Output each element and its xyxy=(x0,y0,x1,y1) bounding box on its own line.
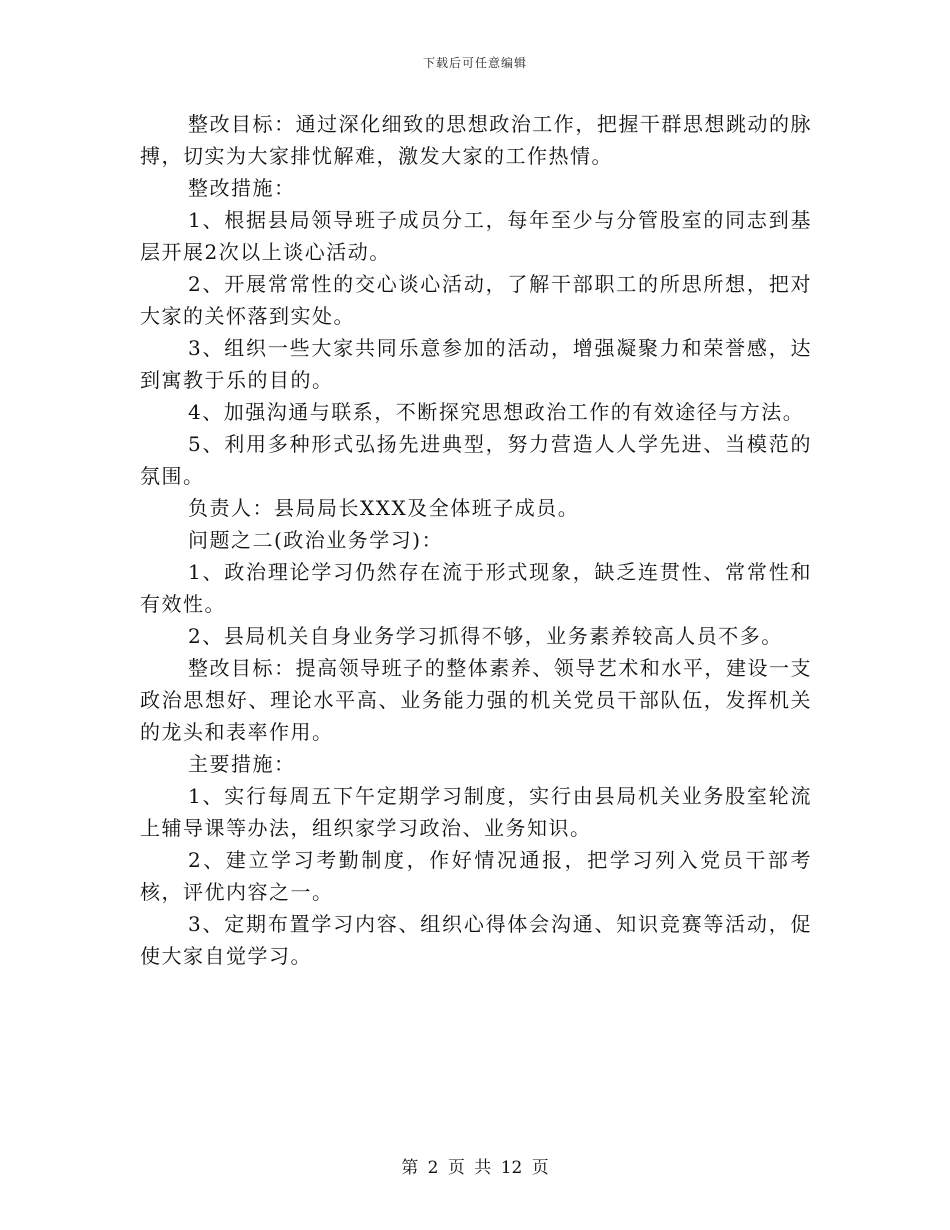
paragraph: 2、县局机关自身业务学习抓得不够，业务素养较高人员不多。 xyxy=(188,624,783,648)
paragraph: 5、利用多种形式弘扬先进典型，努力营造人人学先进、当模范的氛围。 xyxy=(140,432,812,488)
document-body xyxy=(140,108,812,972)
paragraph: 主要措施： xyxy=(188,752,296,776)
paragraph: 整改目标：提高领导班子的整体素养、领导艺术和水平，建设一支政治思想好、理论水平高、业务能力强的机关党员干部队伍，发挥机关的龙头和表率作用。 xyxy=(140,656,812,744)
paragraph: 1、根据县局领导班子成员分工，每年至少与分管股室的同志到基层开展2次以上谈心活动。 xyxy=(140,208,812,264)
paragraph: 1、政治理论学习仍然存在流于形式现象，缺乏连贯性、常常性和有效性。 xyxy=(140,560,812,616)
paragraph: 1、实行每周五下午定期学习制度，实行由县局机关业务股室轮流上辅导课等办法，组织家学习政治、业务知识。 xyxy=(140,784,812,840)
paragraph: 3、定期布置学习内容、组织心得体会沟通、知识竞赛等活动，促使大家自觉学习。 xyxy=(140,912,812,968)
page-number-footer: 第 2 页 共 12 页 xyxy=(401,1158,549,1178)
paragraph: 负责人：县局局长XXX及全体班子成员。 xyxy=(188,496,580,520)
paragraph: 问题之二(政治业务学习)： xyxy=(188,528,444,552)
paragraph: 2、开展常常性的交心谈心活动，了解干部职工的所思所想，把对大家的关怀落到实处。 xyxy=(140,272,812,328)
paragraph: 整改措施： xyxy=(188,176,296,200)
paragraph: 2、建立学习考勤制度，作好情况通报，把学习列入党员干部考核，评优内容之一。 xyxy=(140,848,812,904)
paragraph: 3、组织一些大家共同乐意参加的活动，增强凝聚力和荣誉感，达到寓教于乐的目的。 xyxy=(140,336,812,392)
paragraph: 整改目标：通过深化细致的思想政治工作，把握干群思想跳动的脉搏，切实为大家排忧解难，激发大家的工作热情。 xyxy=(140,112,812,168)
page-header: 下载后可任意编辑 xyxy=(422,56,527,70)
paragraph: 4、加强沟通与联系，不断探究思想政治工作的有效途径与方法。 xyxy=(188,400,805,424)
